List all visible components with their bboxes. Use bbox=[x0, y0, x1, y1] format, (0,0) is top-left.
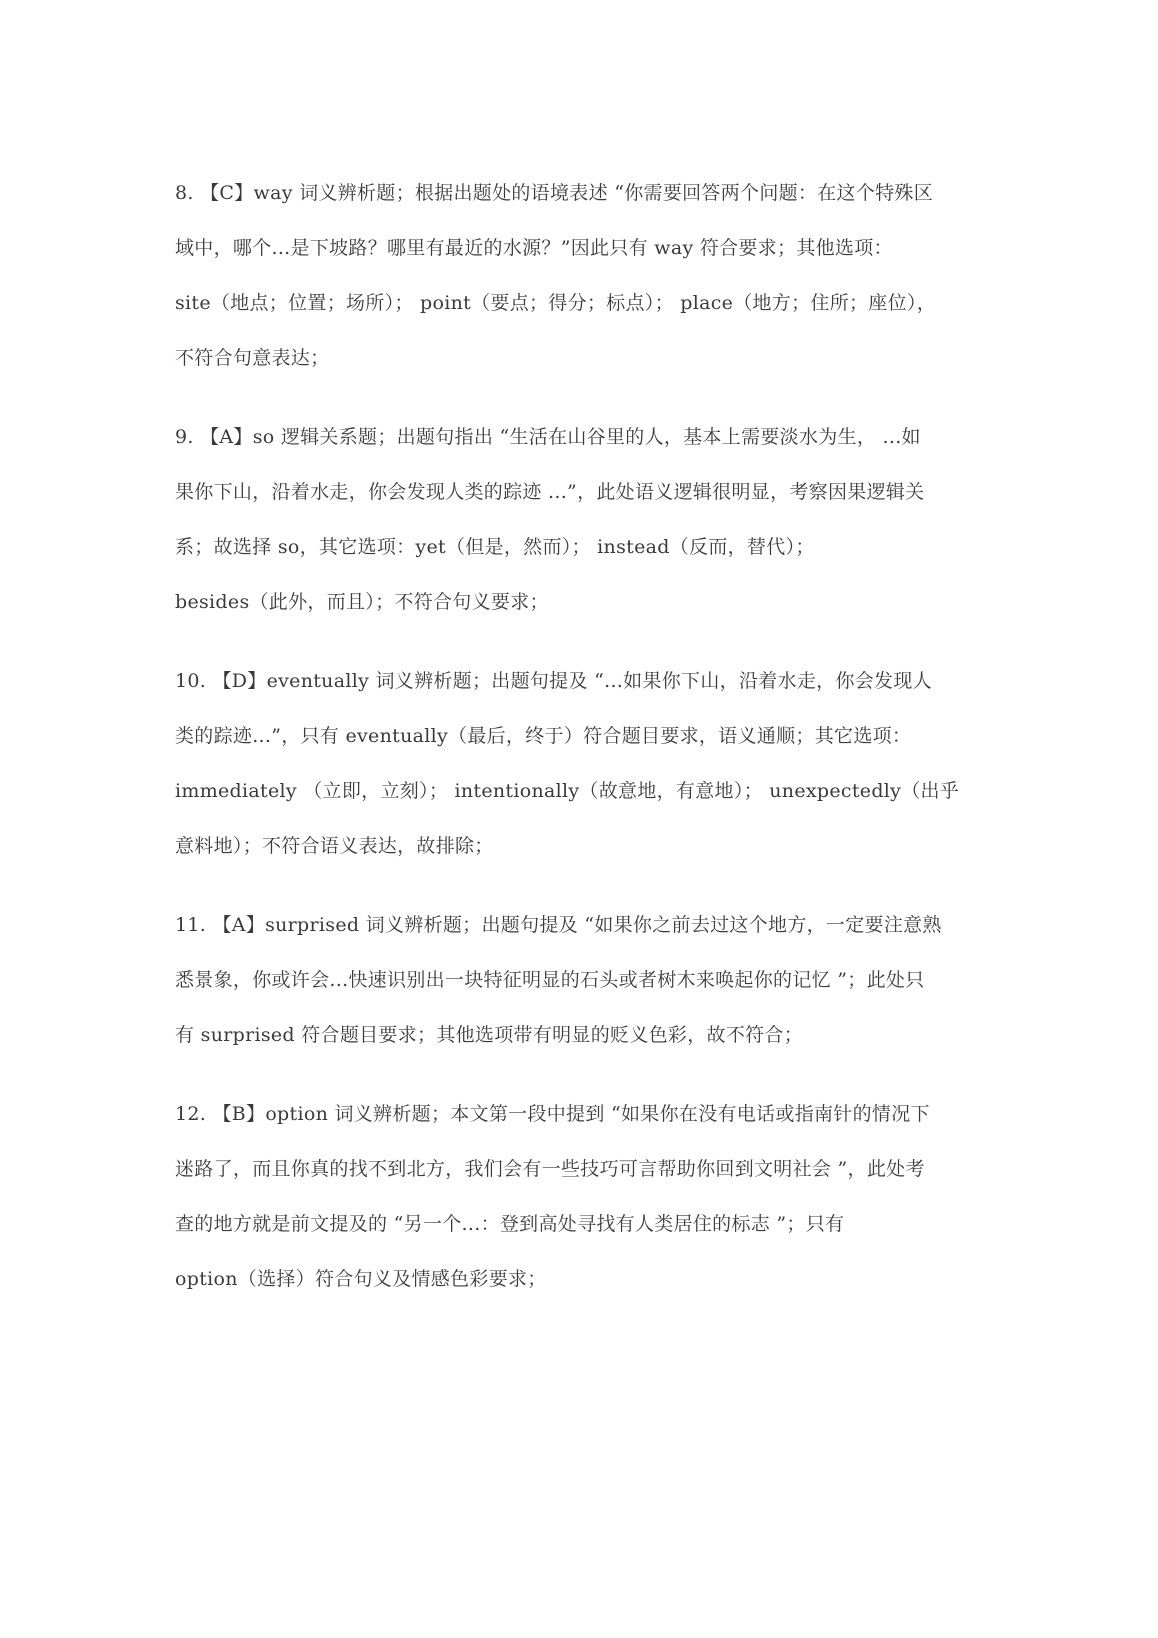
answer-line: 果你下山，沿着水走，你会发现人类的踪迹 ...”，此处语义逻辑很明显，考察因果逻辑关 bbox=[175, 481, 925, 503]
answer-line: 10. 【D】eventually 词义辨析题；出题句提及 “...如果你下山，沿着水走，你会发现人 bbox=[175, 670, 932, 692]
answer-item-8 bbox=[175, 166, 985, 386]
answer-item-9 bbox=[175, 410, 985, 630]
answer-line: 迷路了，而且你真的找不到北方，我们会有一些技巧可言帮助你回到文明社会 ”，此处考 bbox=[175, 1158, 925, 1180]
answer-line: 查的地方就是前文提及的 “另一个...：登到高处寻找有人类居住的标志 ”；只有 bbox=[175, 1213, 845, 1235]
answer-line: 9. 【A】so 逻辑关系题；出题句指出 “生活在山谷里的人，基本上需要淡水为生， ...如 bbox=[175, 426, 921, 448]
answer-line: besides（此外，而且）；不符合句义要求； bbox=[175, 591, 549, 613]
answer-line: 意料地）；不符合语义表达，故排除； bbox=[175, 835, 494, 857]
answer-line: 系；故选择 so，其它选项：yet（但是，然而）； instead（反而，替代）； bbox=[175, 536, 815, 558]
answer-line: 8. 【C】way 词义辨析题；根据出题处的语境表述 “你需要回答两个问题：在这个特殊区 bbox=[175, 182, 934, 204]
answer-line: 12. 【B】option 词义辨析题；本文第一段中提到 “如果你在没有电话或指南针的情况下 bbox=[175, 1103, 930, 1125]
answer-line: immediately （立即，立刻）； intentionally（故意地，有意地）； unexpectedly（出乎 bbox=[175, 780, 960, 802]
answer-explanations bbox=[175, 166, 985, 1331]
answer-line: 不符合句意表达； bbox=[175, 347, 330, 369]
answer-item-11 bbox=[175, 898, 985, 1063]
answer-line: 类的踪迹...”，只有 eventually（最后，终于）符合题目要求，语义通顺；其它选项： bbox=[175, 725, 912, 747]
answer-item-12 bbox=[175, 1087, 985, 1307]
answer-item-10 bbox=[175, 654, 985, 874]
answer-line: 域中，哪个...是下坡路？哪里有最近的水源？”因此只有 way 符合要求；其他选项： bbox=[175, 237, 893, 259]
answer-line: 有 surprised 符合题目要求；其他选项带有明显的贬义色彩，故不符合； bbox=[175, 1024, 804, 1046]
answer-line: option（选择）符合句义及情感色彩要求； bbox=[175, 1268, 547, 1290]
answer-line: 悉景象，你或许会...快速识别出一块特征明显的石头或者树木来唤起你的记忆 ”；此处只 bbox=[175, 969, 925, 991]
answer-line: site（地点；位置；场所）； point（要点；得分；标点）； place（地方；住所；座位）， bbox=[175, 292, 936, 314]
answer-line: 11. 【A】surprised 词义辨析题；出题句提及 “如果你之前去过这个地方，一定要注意熟 bbox=[175, 914, 942, 936]
